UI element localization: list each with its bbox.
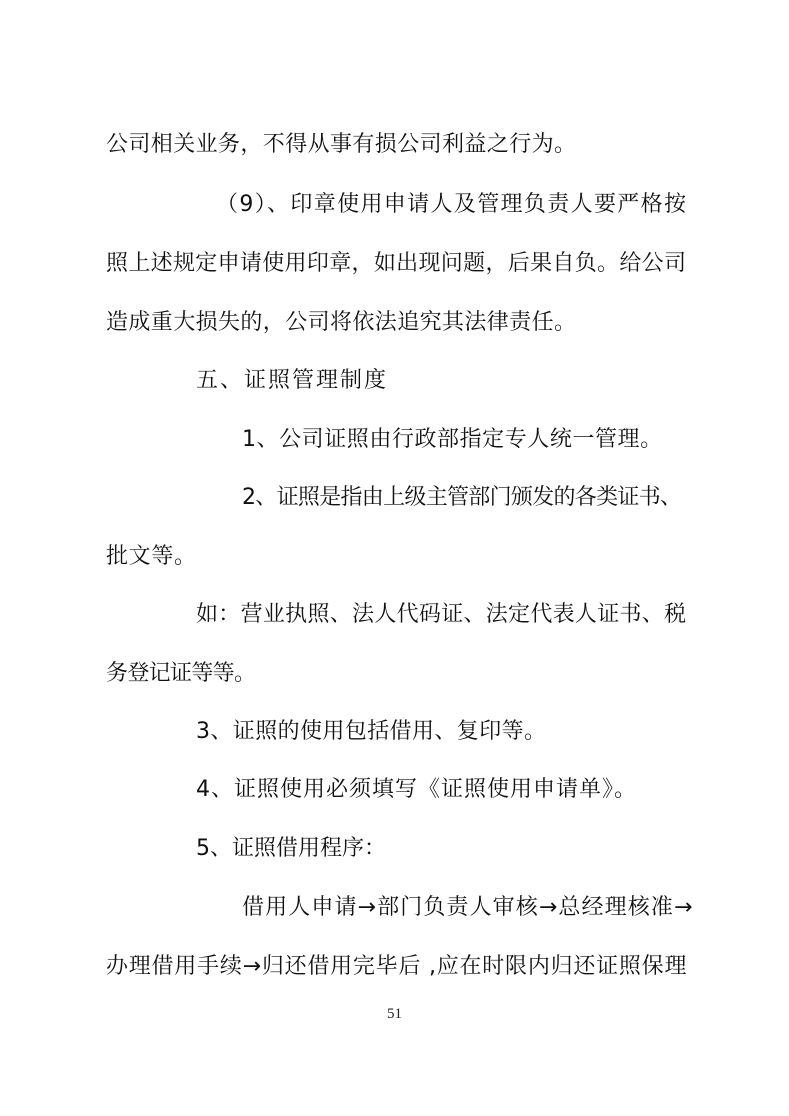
text-line: 如：营业执照、法人代码证、法定代表人证书、税 — [196, 602, 687, 627]
text-line: （9）、印章使用申请人及管理负责人要严格按 — [216, 192, 688, 217]
text-line: 1、公司证照由行政部指定专人统一管理。 — [242, 427, 663, 452]
text-line: 务登记证等等。 — [106, 661, 256, 686]
text-line: 3、证照的使用包括借用、复印等。 — [196, 719, 547, 744]
text-line: 借用人申请→部门负责人审核→总经理核准→ — [242, 895, 694, 920]
text-line: 造成重大损失的，公司将依法追究其法律责任。 — [106, 310, 577, 335]
text-line: 办理借用手续→归还借用完毕后 ,应在时限内归还证照保理 — [106, 954, 688, 979]
text-line: 照上述规定申请使用印章，如出现问题，后果自负。给公司 — [106, 251, 687, 276]
text-line: 2、证照是指由上级主管部门颁发的各类证书、 — [242, 485, 682, 510]
section-heading: 五、证照管理制度 — [196, 368, 389, 393]
text-line: 批文等。 — [106, 544, 197, 569]
text-line: 公司相关业务，不得从事有损公司利益之行为。 — [106, 132, 577, 157]
text-line: 4、证照使用必须填写《证照使用申请单》。 — [196, 777, 637, 802]
page-number: 51 — [387, 1006, 402, 1022]
text-line: 5、证照借用程序： — [196, 836, 386, 861]
